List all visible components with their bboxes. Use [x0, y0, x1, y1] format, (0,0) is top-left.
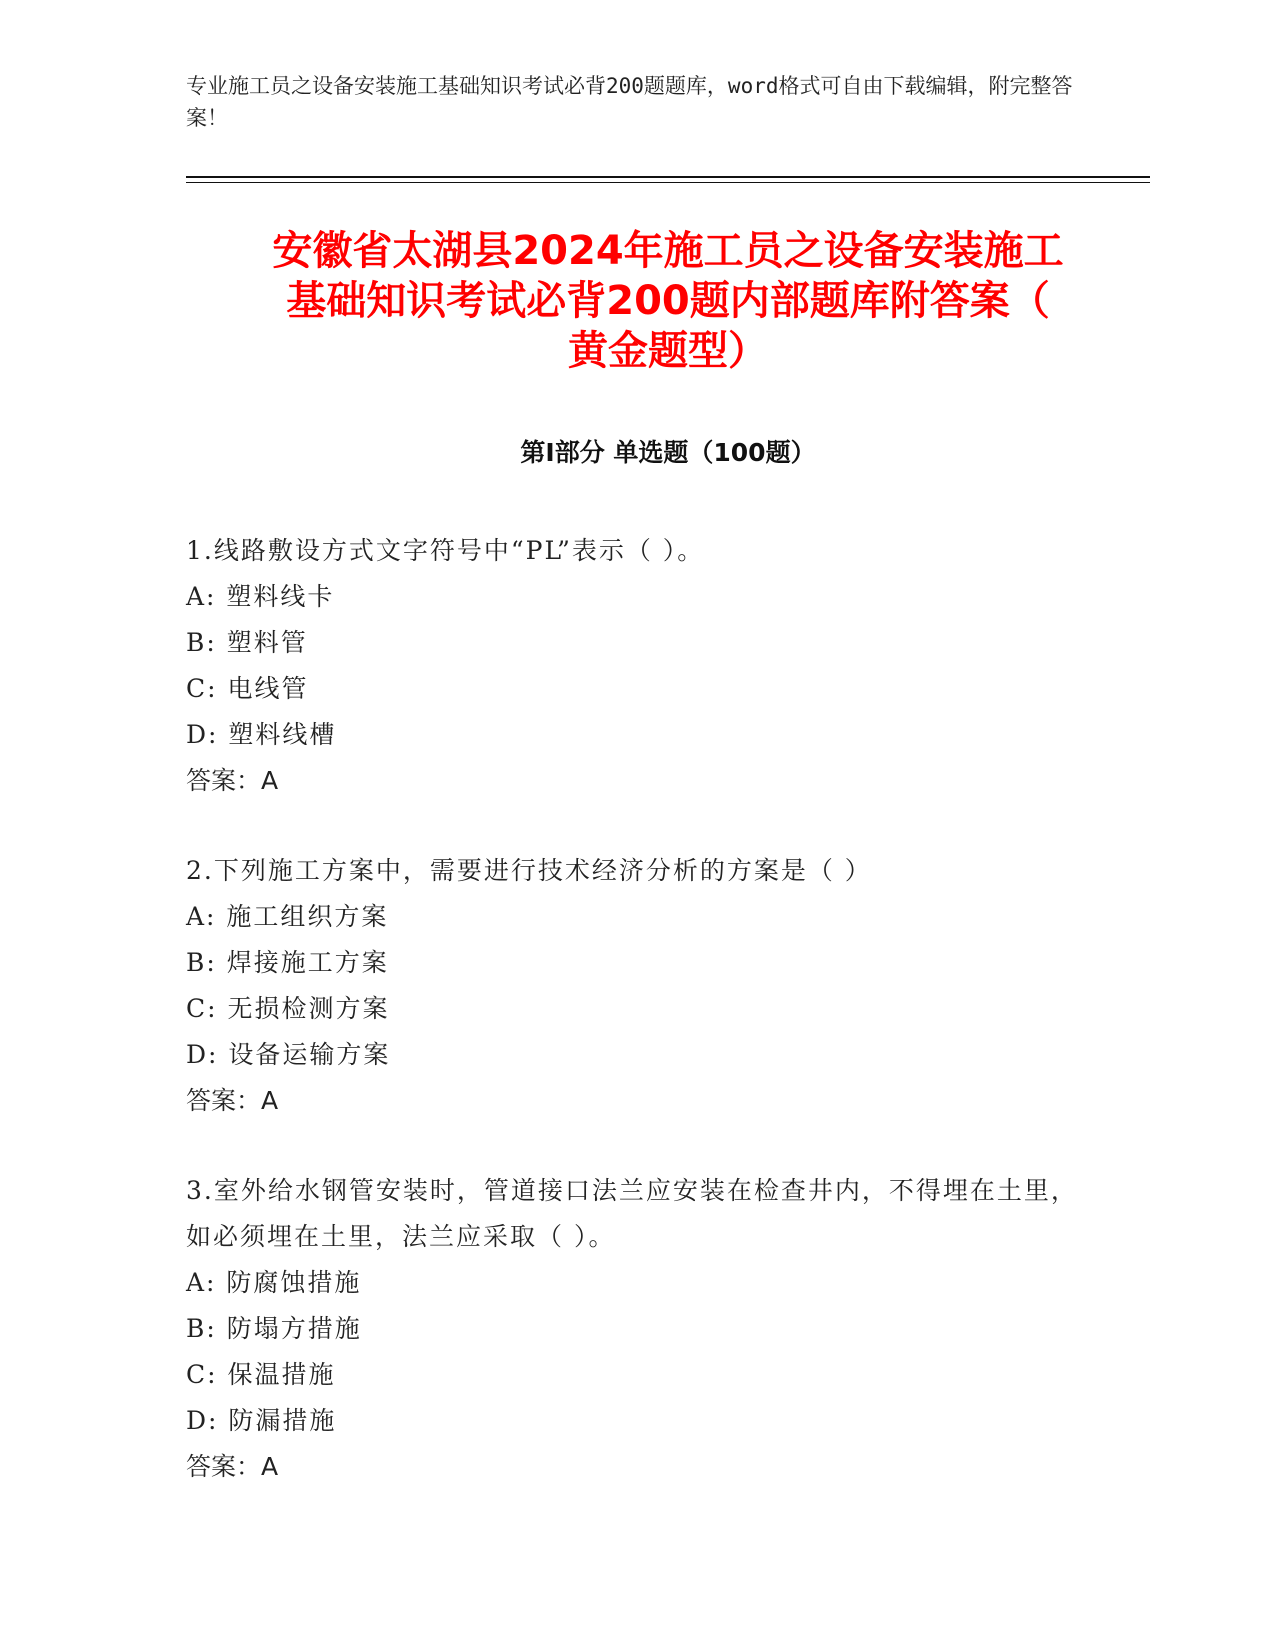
header-divider-thick: [186, 176, 1150, 178]
section-heading: 第Ⅰ部分 单选题（100题）: [520, 438, 816, 467]
question-stem: 3.室外给水钢管安装时，管道接口法兰应安装在检查井内，不得埋在土里，如必须埋在土里，法兰应采取（ ）。: [186, 1176, 1078, 1251]
question-3: [186, 1168, 1086, 1490]
question-list: [186, 528, 1086, 1534]
option-b: B: 防塌方措施: [186, 1314, 362, 1343]
question-2: [186, 848, 1086, 1124]
option-a: A: 施工组织方案: [186, 902, 389, 931]
option-d: D: 防漏措施: [186, 1406, 337, 1435]
option-c: C: 保温措施: [186, 1360, 336, 1389]
header-divider-thin: [186, 182, 1150, 183]
question-stem: 1.线路敷设方式文字符号中“PL”表示（ ）。: [186, 536, 705, 565]
header-note: 专业施工员之设备安装施工基础知识考试必背200题题库，word格式可自由下载编辑，附完整答案！: [186, 74, 1073, 130]
option-b: B: 焊接施工方案: [186, 948, 389, 977]
option-b: B: 塑料管: [186, 628, 308, 657]
title-line-2: 基础知识考试必背200题内部题库附答案（: [286, 278, 1050, 324]
title-line-3: 黄金题型）: [568, 328, 768, 374]
option-d: D: 设备运输方案: [186, 1040, 391, 1069]
option-c: C: 无损检测方案: [186, 994, 390, 1023]
option-a: A: 防腐蚀措施: [186, 1268, 362, 1297]
question-1: [186, 528, 1086, 804]
answer: 答案：A: [186, 1086, 279, 1115]
answer: 答案：A: [186, 766, 279, 795]
document-title: [186, 226, 1150, 376]
answer: 答案：A: [186, 1452, 279, 1481]
option-d: D: 塑料线槽: [186, 720, 337, 749]
option-a: A: 塑料线卡: [186, 582, 335, 611]
option-c: C: 电线管: [186, 674, 309, 703]
title-line-1: 安徽省太湖县2024年施工员之设备安装施工: [272, 228, 1064, 274]
question-stem: 2.下列施工方案中，需要进行技术经济分析的方案是（ ）: [186, 856, 872, 885]
